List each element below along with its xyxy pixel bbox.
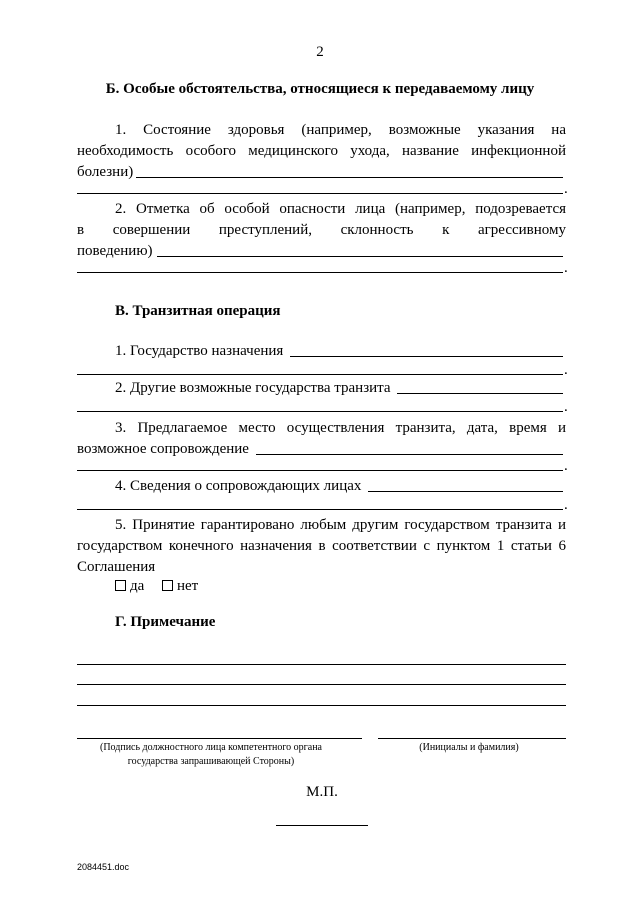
- transit-place-field-line[interactable]: [256, 454, 563, 455]
- section-b-item1-line1: 1. Состояние здоровья (например, возможные указания на: [115, 122, 566, 138]
- section-v-item4: 4. Сведения о сопровождающих лицах: [115, 478, 362, 494]
- transit-place-field-line-2[interactable]: [77, 470, 563, 471]
- section-b-item1-line3: болезни): [77, 164, 134, 180]
- checkbox-no[interactable]: [162, 580, 173, 591]
- section-b-item2-line1: 2. Отметка об особой опасности лица (например, подозревается: [115, 201, 566, 217]
- stamp-place: М.П.: [306, 784, 338, 800]
- section-v-item1: 1. Государство назначения: [115, 343, 284, 359]
- section-b-heading: Б. Особые обстоятельства, относящиеся к передаваемому лицу: [105, 81, 535, 97]
- danger-field-line-2[interactable]: [77, 272, 563, 273]
- health-field-line[interactable]: [136, 177, 563, 178]
- escort-field-line[interactable]: [368, 491, 563, 492]
- section-v-item3-line1: 3. Предлагаемое место осуществления транзита, дата, время и: [115, 420, 566, 436]
- end-dot: .: [564, 362, 568, 378]
- end-dot: .: [564, 260, 568, 276]
- note-line-3[interactable]: [77, 705, 566, 706]
- note-line-1[interactable]: [77, 664, 566, 665]
- section-b-item1-line2: необходимость особого медицинского ухода, название инфекционной: [77, 143, 566, 159]
- checkbox-yes[interactable]: [115, 580, 126, 591]
- escort-field-line-2[interactable]: [77, 509, 563, 510]
- health-field-line-2[interactable]: [77, 193, 563, 194]
- destination-field-line-2[interactable]: [77, 374, 563, 375]
- end-dot: .: [564, 399, 568, 415]
- section-v-item3-line2: возможное сопровождение: [77, 441, 249, 457]
- initials-line[interactable]: [378, 738, 566, 739]
- page-number: 2: [316, 44, 324, 60]
- transit-states-field-line-2[interactable]: [77, 411, 563, 412]
- signature-caption-line1: (Подпись должностного лица компетентного органа: [100, 742, 322, 753]
- section-g-heading: Г. Примечание: [115, 614, 216, 630]
- danger-field-line[interactable]: [157, 256, 563, 257]
- initials-caption: (Инициалы и фамилия): [419, 742, 519, 753]
- end-dot: .: [564, 497, 568, 513]
- note-line-2[interactable]: [77, 684, 566, 685]
- section-b-item2-line2: в совершении преступлений, склонность к агрессивному: [77, 222, 566, 238]
- section-v-item5-line2: государством конечного назначения в соответствии с пунктом 1 статьи 6: [77, 538, 566, 554]
- option-yes[interactable]: [115, 577, 144, 595]
- end-dot: .: [564, 181, 568, 197]
- signature-line[interactable]: [77, 738, 362, 739]
- transit-states-field-line[interactable]: [397, 393, 563, 394]
- option-no[interactable]: [162, 577, 198, 595]
- section-v-item5-line3: Соглашения: [77, 559, 156, 575]
- stamp-line: [276, 825, 368, 826]
- footer-filename: 2084451.doc: [77, 862, 130, 872]
- section-b-item2-line3: поведению): [77, 243, 153, 259]
- destination-field-line[interactable]: [290, 356, 563, 357]
- section-v-item2: 2. Другие возможные государства транзита: [115, 380, 391, 396]
- section-v-item5-line1: 5. Принятие гарантировано любым другим государством транзита и: [115, 517, 566, 533]
- end-dot: .: [564, 458, 568, 474]
- option-yes-label: да: [130, 578, 145, 594]
- section-v-heading: В. Транзитная операция: [115, 303, 281, 319]
- option-no-label: нет: [177, 578, 199, 594]
- signature-caption-line2: государства запрашивающей Стороны): [127, 756, 295, 767]
